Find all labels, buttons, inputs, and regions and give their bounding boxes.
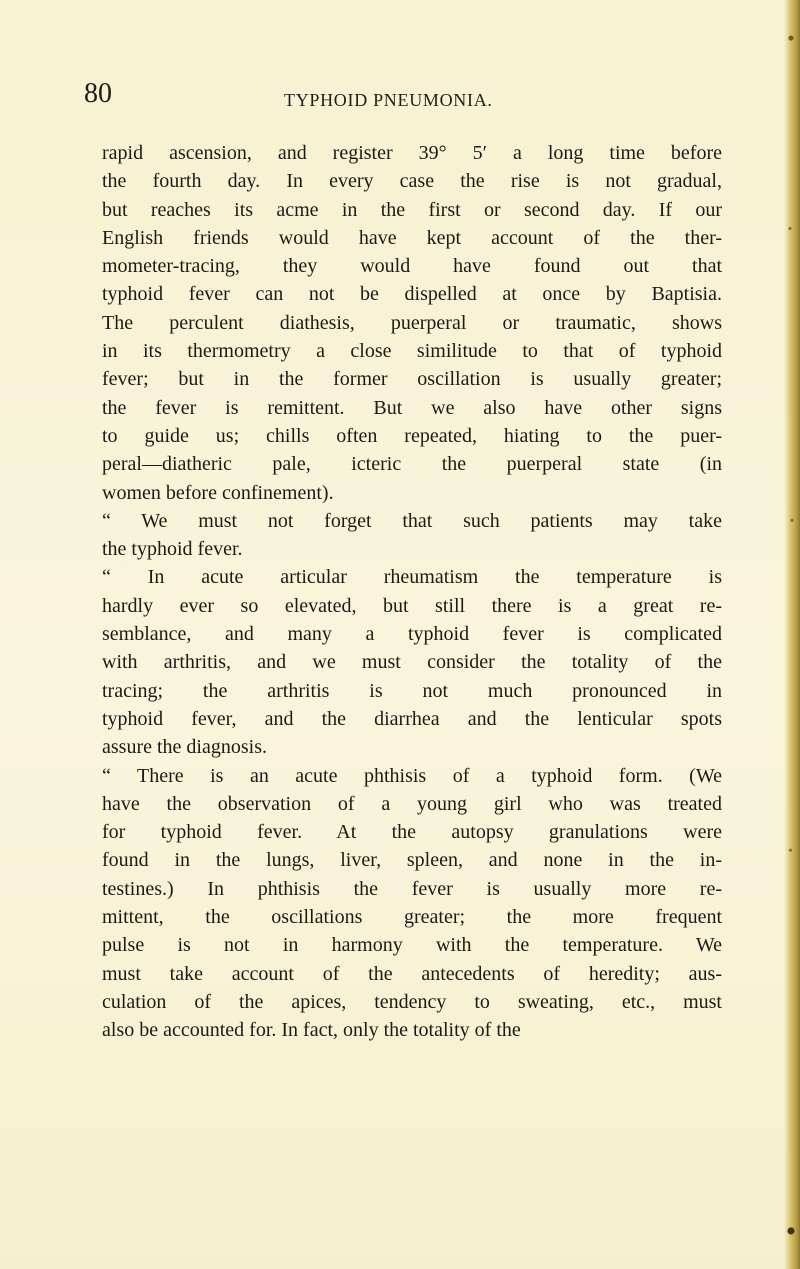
text-line: for typhoid fever. At the autopsy granulations were — [102, 821, 722, 844]
text-line: rapid ascension, and register 39° 5′ a long time before — [102, 142, 722, 164]
text-line: fever; but in the former oscillation is usually greater; — [102, 368, 722, 391]
text-line: assure the diagnosis. — [102, 736, 267, 759]
text-line: women before confinement). — [102, 481, 334, 504]
text-line: “ In acute articular rheumatism the temperature is — [102, 566, 722, 589]
text-line: the fourth day. In every case the rise is not gradual, — [102, 170, 722, 193]
page-edge-marks — [786, 0, 796, 1269]
text-line: typhoid fever, and the diarrhea and the lenticular spots — [102, 707, 722, 730]
text-line: pulse is not in harmony with the temperature. We — [102, 934, 722, 957]
text-line: The perculent diathesis, puerperal or traumatic, shows — [102, 311, 722, 334]
text-line: typhoid fever can not be dispelled at once by Baptisia. — [102, 283, 722, 306]
text-line: tracing; the arthritis is not much pronounced in — [102, 679, 722, 702]
text-line: in its thermometry a close similitude to that of typhoid — [102, 340, 722, 363]
text-line: have the observation of a young girl who was treated — [102, 792, 722, 815]
text-line: also be accounted for. In fact, only the totality of the — [102, 1019, 521, 1042]
text-line: the typhoid fever. — [102, 538, 243, 561]
running-head: TYPHOID PNEUMONIA. — [284, 90, 493, 110]
text-line: the fever is remittent. But we also have other signs — [102, 396, 722, 419]
text-line: “ There is an acute phthisis of a typhoid form. (We — [102, 764, 722, 787]
text-line: English friends would have kept account of the ther- — [102, 226, 722, 249]
text-line: testines.) In phthisis the fever is usually more re- — [102, 877, 722, 900]
text-line: “ We must not forget that such patients may take — [102, 509, 722, 532]
text-line: but reaches its acme in the first or second day. If our — [102, 198, 722, 221]
text-line: peral—diatheric pale, icteric the puerperal state (in — [102, 453, 722, 476]
text-line: mittent, the oscillations greater; the more frequent — [102, 906, 722, 929]
text-line: culation of the apices, tendency to sweating, etc., must — [102, 990, 722, 1013]
text-line: with arthritis, and we must consider the totality of the — [102, 651, 722, 674]
text-line: found in the lungs, liver, spleen, and none in the in- — [102, 849, 722, 872]
main-text — [102, 139, 722, 1045]
text-line: semblance, and many a typhoid fever is complicated — [102, 623, 722, 646]
text-line: hardly ever so elevated, but still there is a great re- — [102, 594, 722, 617]
text-line: mometer-tracing, they would have found out that — [102, 255, 722, 278]
page-header — [84, 80, 724, 120]
text-line: must take account of the antecedents of heredity; aus- — [102, 962, 722, 985]
text-line: to guide us; chills often repeated, hiating to the puer- — [102, 424, 722, 447]
page-number: 80 — [84, 78, 112, 109]
